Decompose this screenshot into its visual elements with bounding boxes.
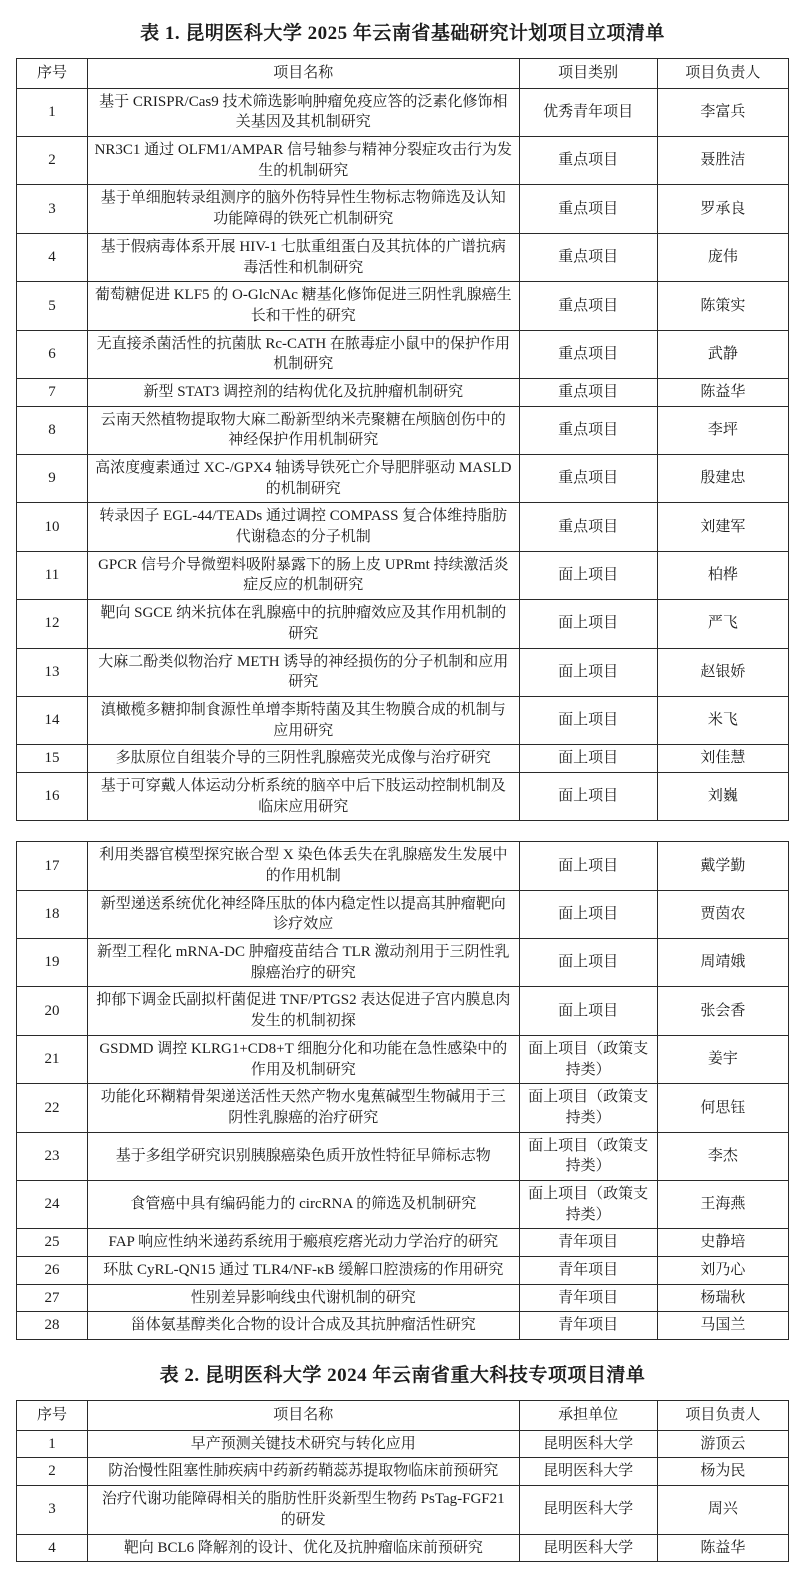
project-leader-cell: 张会香 (657, 987, 788, 1035)
header-project-leader: 项目负责人 (657, 1401, 788, 1431)
row-no-cell: 21 (17, 1035, 88, 1083)
project-leader-cell: 周靖娥 (657, 939, 788, 987)
table-row (17, 772, 789, 820)
table1-part1 (16, 58, 789, 821)
project-name-cell: 靶向 BCL6 降解剂的设计、优化及抗肿瘤临床前预研究 (88, 1534, 520, 1562)
project-name-cell: 环肽 CyRL-QN15 通过 TLR4/NF-κB 缓解口腔溃疡的作用研究 (88, 1257, 520, 1285)
project-name-cell: 利用类器官模型探究嵌合型 X 染色体丢失在乳腺癌发生发展中的作用机制 (88, 842, 520, 890)
project-leader-cell: 李坪 (657, 406, 788, 454)
project-name-cell: 多肽原位自组装介导的三阴性乳腺癌荧光成像与治疗研究 (88, 745, 520, 773)
project-category-cell: 重点项目 (519, 185, 657, 233)
row-no-cell: 2 (17, 1458, 88, 1486)
header-project-leader: 项目负责人 (657, 59, 788, 89)
project-name-cell: 性别差异影响线虫代谢机制的研究 (88, 1284, 520, 1312)
row-no-cell: 18 (17, 890, 88, 938)
table-row (17, 88, 789, 136)
project-leader-cell: 武静 (657, 330, 788, 378)
project-name-cell: NR3C1 通过 OLFM1/AMPAR 信号轴参与精神分裂症攻击行为发生的机制研究 (88, 137, 520, 185)
table2 (16, 1400, 789, 1562)
table1-part2-body (17, 842, 789, 1340)
row-no-cell: 19 (17, 939, 88, 987)
project-name-cell: GPCR 信号介导微塑料吸附暴露下的肠上皮 UPRmt 持续激活炎症反应的机制研究 (88, 551, 520, 599)
project-name-cell: 新型递送系统优化神经降压肽的体内稳定性以提高其肿瘤靶向诊疗效应 (88, 890, 520, 938)
table-row (17, 842, 789, 890)
project-leader-cell: 杨为民 (657, 1458, 788, 1486)
table-row (17, 696, 789, 744)
project-name-cell: 新型 STAT3 调控剂的结构优化及抗肿瘤机制研究 (88, 378, 520, 406)
project-name-cell: 新型工程化 mRNA-DC 肿瘤疫苗结合 TLR 激动剂用于三阴性乳腺癌治疗的研究 (88, 939, 520, 987)
row-no-cell: 17 (17, 842, 88, 890)
project-name-cell: 功能化环糊精骨架递送活性天然产物水鬼蕉碱型生物碱用于三阴性乳腺癌的治疗研究 (88, 1084, 520, 1132)
table-row (17, 1180, 789, 1228)
project-category-cell: 昆明医科大学 (519, 1486, 657, 1534)
project-leader-cell: 贾茵农 (657, 890, 788, 938)
row-no-cell: 26 (17, 1257, 88, 1285)
table-row (17, 1312, 789, 1340)
row-no-cell: 15 (17, 745, 88, 773)
project-leader-cell: 姜宇 (657, 1035, 788, 1083)
row-no-cell: 27 (17, 1284, 88, 1312)
row-no-cell: 14 (17, 696, 88, 744)
table-row (17, 890, 789, 938)
table-row (17, 330, 789, 378)
row-no-cell: 4 (17, 233, 88, 281)
project-category-cell: 面上项目 (519, 648, 657, 696)
project-category-cell: 重点项目 (519, 137, 657, 185)
row-no-cell: 5 (17, 282, 88, 330)
project-category-cell: 面上项目 (519, 745, 657, 773)
table-row (17, 1035, 789, 1083)
row-no-cell: 22 (17, 1084, 88, 1132)
project-category-cell: 青年项目 (519, 1229, 657, 1257)
project-leader-cell: 殷建忠 (657, 455, 788, 503)
project-name-cell: 抑郁下调金氏副拟杆菌促进 TNF/PTGS2 表达促进子宫内膜息肉发生的机制初探 (88, 987, 520, 1035)
project-name-cell: 无直接杀菌活性的抗菌肽 Rc-CATH 在脓毒症小鼠中的保护作用机制研究 (88, 330, 520, 378)
table-row (17, 282, 789, 330)
project-category-cell: 面上项目（政策支持类） (519, 1035, 657, 1083)
row-no-cell: 3 (17, 185, 88, 233)
header-project-name: 项目名称 (88, 1401, 520, 1431)
project-leader-cell: 米飞 (657, 696, 788, 744)
project-leader-cell: 刘巍 (657, 772, 788, 820)
project-name-cell: 甾体氨基醇类化合物的设计合成及其抗肿瘤活性研究 (88, 1312, 520, 1340)
row-no-cell: 10 (17, 503, 88, 551)
project-category-cell: 昆明医科大学 (519, 1534, 657, 1562)
project-leader-cell: 史静培 (657, 1229, 788, 1257)
project-leader-cell: 聂胜洁 (657, 137, 788, 185)
project-leader-cell: 庞伟 (657, 233, 788, 281)
table-row (17, 648, 789, 696)
project-leader-cell: 刘乃心 (657, 1257, 788, 1285)
project-category-cell: 面上项目 (519, 772, 657, 820)
table2-body (17, 1430, 789, 1561)
table-row (17, 1257, 789, 1285)
row-no-cell: 25 (17, 1229, 88, 1257)
table1-header-row (17, 59, 789, 89)
table2-header-row (17, 1401, 789, 1431)
project-name-cell: GSDMD 调控 KLRG1+CD8+T 细胞分化和功能在急性感染中的作用及机制研究 (88, 1035, 520, 1083)
project-name-cell: 基于单细胞转录组测序的脑外伤特异性生物标志物筛选及认知功能障碍的铁死亡机制研究 (88, 185, 520, 233)
row-no-cell: 1 (17, 1430, 88, 1458)
table-row (17, 137, 789, 185)
row-no-cell: 13 (17, 648, 88, 696)
row-no-cell: 3 (17, 1486, 88, 1534)
row-no-cell: 24 (17, 1180, 88, 1228)
project-name-cell: 高浓度瘦素通过 XC-/GPX4 轴诱导铁死亡介导肥胖驱动 MASLD 的机制研究 (88, 455, 520, 503)
row-no-cell: 23 (17, 1132, 88, 1180)
table-row (17, 455, 789, 503)
table-row (17, 1084, 789, 1132)
project-category-cell: 昆明医科大学 (519, 1430, 657, 1458)
project-category-cell: 面上项目 (519, 890, 657, 938)
project-name-cell: 基于可穿戴人体运动分析系统的脑卒中后下肢运动控制机制及临床应用研究 (88, 772, 520, 820)
project-leader-cell: 李富兵 (657, 88, 788, 136)
row-no-cell: 2 (17, 137, 88, 185)
table-row (17, 745, 789, 773)
table-row (17, 1458, 789, 1486)
project-category-cell: 面上项目 (519, 842, 657, 890)
table1-part2 (16, 841, 789, 1340)
project-leader-cell: 杨瑞秋 (657, 1284, 788, 1312)
project-name-cell: 基于 CRISPR/Cas9 技术筛选影响肿瘤免疫应答的泛素化修饰相关基因及其机制研究 (88, 88, 520, 136)
row-no-cell: 7 (17, 378, 88, 406)
project-name-cell: 葡萄糖促进 KLF5 的 O-GlcNAc 糖基化修饰促进三阴性乳腺癌生长和干性的研究 (88, 282, 520, 330)
project-category-cell: 优秀青年项目 (519, 88, 657, 136)
row-no-cell: 11 (17, 551, 88, 599)
project-leader-cell: 陈益华 (657, 378, 788, 406)
row-no-cell: 4 (17, 1534, 88, 1562)
project-category-cell: 重点项目 (519, 330, 657, 378)
table-row (17, 233, 789, 281)
project-leader-cell: 何思钰 (657, 1084, 788, 1132)
table2-title: 表 2. 昆明医科大学 2024 年云南省重大科技专项项目清单 (159, 1365, 646, 1387)
project-category-cell: 重点项目 (519, 406, 657, 454)
project-category-cell: 青年项目 (519, 1257, 657, 1285)
table-header-row (17, 59, 789, 89)
project-category-cell: 面上项目 (519, 939, 657, 987)
project-category-cell: 青年项目 (519, 1312, 657, 1340)
table-row (17, 406, 789, 454)
row-no-cell: 28 (17, 1312, 88, 1340)
project-category-cell: 重点项目 (519, 233, 657, 281)
project-leader-cell: 戴学勤 (657, 842, 788, 890)
project-category-cell: 面上项目（政策支持类） (519, 1084, 657, 1132)
row-no-cell: 9 (17, 455, 88, 503)
project-name-cell: 基于假病毒体系开展 HIV-1 七肽重组蛋白及其抗体的广谱抗病毒活性和机制研究 (88, 233, 520, 281)
project-name-cell: FAP 响应性纳米递药系统用于瘢痕疙瘩光动力学治疗的研究 (88, 1229, 520, 1257)
project-category-cell: 重点项目 (519, 282, 657, 330)
project-category-cell: 面上项目（政策支持类） (519, 1132, 657, 1180)
project-name-cell: 滇橄榄多糖抑制食源性单增李斯特菌及其生物膜合成的机制与应用研究 (88, 696, 520, 744)
project-name-cell: 食管癌中具有编码能力的 circRNA 的筛选及机制研究 (88, 1180, 520, 1228)
table-row (17, 503, 789, 551)
project-leader-cell: 王海燕 (657, 1180, 788, 1228)
table-row (17, 1284, 789, 1312)
project-category-cell: 面上项目 (519, 987, 657, 1035)
row-no-cell: 1 (17, 88, 88, 136)
project-category-cell: 面上项目（政策支持类） (519, 1180, 657, 1228)
project-name-cell: 云南天然植物提取物大麻二酚新型纳米壳聚糖在颅脑创伤中的神经保护作用机制研究 (88, 406, 520, 454)
table-row (17, 1430, 789, 1458)
row-no-cell: 8 (17, 406, 88, 454)
project-name-cell: 大麻二酚类似物治疗 METH 诱导的神经损伤的分子机制和应用研究 (88, 648, 520, 696)
project-name-cell: 治疗代谢功能障碍相关的脂肪性肝炎新型生物药 PsTag-FGF21 的研发 (88, 1486, 520, 1534)
project-category-cell: 面上项目 (519, 600, 657, 648)
table1-part1-body (17, 88, 789, 821)
table-row (17, 1486, 789, 1534)
table-row (17, 1229, 789, 1257)
project-leader-cell: 赵银娇 (657, 648, 788, 696)
row-no-cell: 12 (17, 600, 88, 648)
project-category-cell: 面上项目 (519, 551, 657, 599)
project-name-cell: 基于多组学研究识别胰腺癌染色质开放性特征早筛标志物 (88, 1132, 520, 1180)
project-category-cell: 昆明医科大学 (519, 1458, 657, 1486)
header-project-category: 项目类别 (519, 59, 657, 89)
table-row (17, 600, 789, 648)
header-no: 序号 (17, 59, 88, 89)
row-no-cell: 16 (17, 772, 88, 820)
row-no-cell: 6 (17, 330, 88, 378)
table-header-row (17, 1401, 789, 1431)
table-row (17, 987, 789, 1035)
header-no: 序号 (17, 1401, 88, 1431)
project-leader-cell: 周兴 (657, 1486, 788, 1534)
project-leader-cell: 陈益华 (657, 1534, 788, 1562)
project-name-cell: 靶向 SGCE 纳米抗体在乳腺癌中的抗肿瘤效应及其作用机制的研究 (88, 600, 520, 648)
project-name-cell: 防治慢性阻塞性肺疾病中药新药鞘蕊苏提取物临床前预研究 (88, 1458, 520, 1486)
project-category-cell: 重点项目 (519, 503, 657, 551)
project-category-cell: 重点项目 (519, 455, 657, 503)
project-leader-cell: 马国兰 (657, 1312, 788, 1340)
table-row (17, 551, 789, 599)
project-leader-cell: 游顶云 (657, 1430, 788, 1458)
table-segment-gap (16, 821, 789, 841)
project-leader-cell: 陈策实 (657, 282, 788, 330)
project-category-cell: 青年项目 (519, 1284, 657, 1312)
project-leader-cell: 刘建军 (657, 503, 788, 551)
project-leader-cell: 刘佳慧 (657, 745, 788, 773)
project-leader-cell: 李杰 (657, 1132, 788, 1180)
project-name-cell: 早产预测关键技术研究与转化应用 (88, 1430, 520, 1458)
project-leader-cell: 柏桦 (657, 551, 788, 599)
table-row (17, 1534, 789, 1562)
project-category-cell: 面上项目 (519, 696, 657, 744)
table-row (17, 378, 789, 406)
header-undertaking-unit: 承担单位 (519, 1401, 657, 1431)
table-row (17, 1132, 789, 1180)
table1-title: 表 1. 昆明医科大学 2025 年云南省基础研究计划项目立项清单 (140, 23, 665, 44)
header-project-name: 项目名称 (88, 59, 520, 89)
table-row (17, 939, 789, 987)
table-row (17, 185, 789, 233)
row-no-cell: 20 (17, 987, 88, 1035)
project-leader-cell: 严飞 (657, 600, 788, 648)
project-name-cell: 转录因子 EGL-44/TEADs 通过调控 COMPASS 复合体维持脂肪代谢稳态的分子机制 (88, 503, 520, 551)
project-category-cell: 重点项目 (519, 378, 657, 406)
project-leader-cell: 罗承良 (657, 185, 788, 233)
